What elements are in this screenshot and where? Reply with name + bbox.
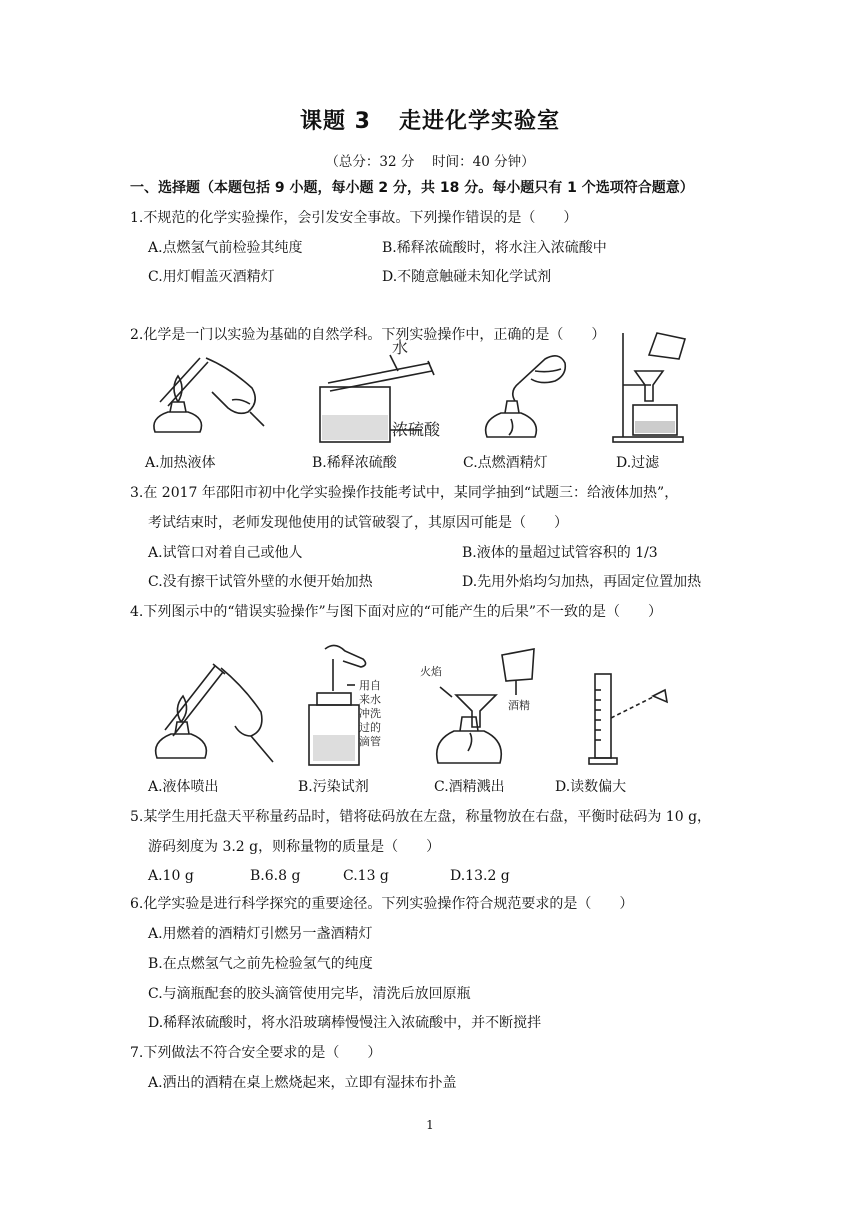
q2-figure-diluting-acid: [310, 335, 460, 447]
q4-option-b: B.污染试剂: [298, 779, 369, 795]
q4-figure-liquid-spray: [145, 640, 285, 770]
title-lesson-number: 课题 3: [300, 109, 371, 134]
q4-tap-char-2: 来水: [359, 693, 381, 706]
q4-label-alcohol: 酒精: [508, 699, 530, 712]
q4-tap-char-1: 用自: [359, 679, 381, 692]
q7-option-a: A.洒出的酒精在桌上燃烧起来，立即有湿抹布扑盖: [148, 1075, 457, 1091]
q4-figure-contaminated-reagent: [295, 635, 405, 770]
q5-stem-line1: 5.某学生用托盘天平称量药品时，错将砝码放在左盘，称量物放在右盘，平衡时砝码为 10 g，: [130, 809, 712, 825]
page-number: 1: [426, 1118, 434, 1132]
q3-option-d: D.先用外焰均匀加热，再固定位置加热: [462, 574, 702, 590]
q4-stem: 4.下列图示中的“错误实验操作”与图下面对应的“可能产生的后果”不一致的是（ ）: [130, 604, 662, 620]
q5-option-d: D.13.2 g: [450, 868, 510, 884]
q6-option-a: A.用燃着的酒精灯引燃另一盏酒精灯: [148, 926, 373, 942]
page-title: [0, 104, 860, 135]
q4-label-tap-water: [359, 679, 381, 748]
q3-option-c: C.没有擦干试管外壁的水便开始加热: [148, 574, 373, 590]
q4-tap-char-3: 冲洗: [359, 707, 381, 720]
q2-label-water: 水: [392, 338, 409, 357]
q4-tap-char-5: 滴管: [359, 735, 381, 748]
q4-option-a: A.液体喷出: [148, 779, 219, 795]
q5-option-b: B.6.8 g: [250, 868, 301, 884]
q6-stem: 6.化学实验是进行科学探究的重要途径。下列实验操作符合规范要求的是（ ）: [130, 896, 634, 912]
q5-option-a: A.10 g: [148, 868, 194, 884]
q1-option-b: B.稀释浓硫酸时，将水注入浓硫酸中: [382, 240, 607, 256]
q2-figure-heating-liquid: [140, 340, 270, 450]
section-heading: 一、选择题（本题包括 9 小题，每小题 2 分，共 18 分。每小题只有 1 个选项符合题意）: [130, 180, 694, 196]
q5-option-c: C.13 g: [343, 868, 389, 884]
q4-label-flame: 火焰: [420, 665, 442, 678]
q2-label-acid: 浓硫酸: [392, 420, 441, 439]
q5-stem-line2: 游码刻度为 3.2 g，则称量物的质量是（ ）: [148, 839, 441, 855]
q4-option-c: C.酒精溅出: [434, 779, 505, 795]
q4-figure-graduated-cylinder: [575, 660, 675, 770]
q2-figure-filtration: [605, 325, 695, 445]
q1-stem: 1.不规范的化学实验操作，会引发安全事故。下列操作错误的是（ ）: [130, 210, 578, 226]
q2-option-a: A.加热液体: [145, 455, 216, 471]
q3-option-a: A.试管口对着自己或他人: [148, 545, 303, 561]
q4-option-d: D.读数偏大: [555, 779, 627, 795]
q6-option-c: C.与滴瓶配套的胶头滴管使用完毕，清洗后放回原瓶: [148, 986, 471, 1002]
q3-stem-line2: 考试结束时，老师发现他使用的试管破裂了，其原因可能是（ ）: [148, 515, 568, 531]
q1-option-a: A.点燃氢气前检验其纯度: [148, 240, 303, 256]
q2-figure-lighting-lamp: [475, 345, 575, 445]
q6-option-b: B.在点燃氢气之前先检验氢气的纯度: [148, 956, 373, 972]
q2-option-d: D.过滤: [616, 455, 660, 471]
q1-option-d: D.不随意触碰未知化学试剂: [382, 269, 552, 285]
q4-tap-char-4: 过的: [359, 721, 381, 734]
q2-option-b: B.稀释浓硫酸: [312, 455, 397, 471]
q6-option-d: D.稀释浓硫酸时，将水沿玻璃棒慢慢注入浓硫酸中，并不断搅拌: [148, 1015, 542, 1031]
title-lesson-name: 走进化学实验室: [398, 109, 560, 134]
exam-info: （总分：32 分 时间：40 分钟）: [325, 154, 535, 170]
q1-option-c: C.用灯帽盖灭酒精灯: [148, 269, 275, 285]
q2-stem: 2.化学是一门以实验为基础的自然学科。下列实验操作中，正确的是（ ）: [130, 327, 606, 343]
q4-figure-alcohol-splash: [412, 635, 552, 770]
q7-stem: 7.下列做法不符合安全要求的是（ ）: [130, 1045, 382, 1061]
q2-option-c: C.点燃酒精灯: [463, 455, 548, 471]
q3-option-b: B.液体的量超过试管容积的 1/3: [462, 545, 658, 561]
q3-stem-line1: 3.在 2017 年邵阳市初中化学实验操作技能考试中，某同学抽到“试题三：给液体加热”，: [130, 485, 679, 501]
